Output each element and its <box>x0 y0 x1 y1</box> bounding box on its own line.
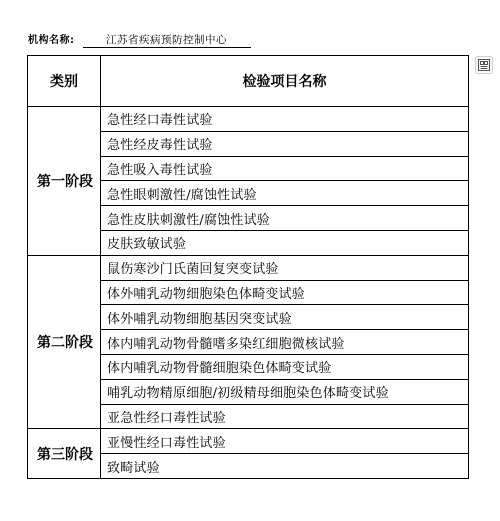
stage-cell: 第一阶段 <box>28 107 101 256</box>
table-row <box>28 107 469 132</box>
item-cell: 急性眼刺激性/腐蚀性试验 <box>101 181 469 206</box>
side-tool-button[interactable] <box>475 56 493 74</box>
qr-scan-icon <box>478 59 490 71</box>
item-cell: 急性经皮毒性试验 <box>101 131 469 156</box>
item-cell: 急性吸入毒性试验 <box>101 156 469 181</box>
table-row <box>28 429 469 454</box>
org-label: 机构名称: <box>28 35 75 46</box>
org-line <box>28 32 251 48</box>
item-cell: 体内哺乳动物骨髓嗜多染红细胞微核试验 <box>101 330 469 355</box>
item-cell: 急性经口毒性试验 <box>101 107 469 132</box>
item-cell: 哺乳动物精原细胞/初级精母细胞染色体畸变试验 <box>101 379 469 404</box>
table-header-row <box>28 56 469 107</box>
item-cell: 致畸试验 <box>101 454 469 479</box>
column-header-item-name: 检验项目名称 <box>101 56 469 107</box>
item-cell: 鼠伤寒沙门氏菌回复突变试验 <box>101 255 469 280</box>
item-cell: 体外哺乳动物细胞染色体畸变试验 <box>101 280 469 305</box>
org-name: 江苏省疾病预防控制中心 <box>83 33 251 48</box>
column-header-category: 类别 <box>28 56 101 107</box>
item-cell: 急性皮肤刺激性/腐蚀性试验 <box>101 206 469 231</box>
item-cell: 亚急性经口毒性试验 <box>101 404 469 429</box>
item-cell: 皮肤致敏试验 <box>101 230 469 255</box>
test-items-table <box>27 55 469 479</box>
stage-cell: 第二阶段 <box>28 255 101 429</box>
item-cell: 亚慢性经口毒性试验 <box>101 429 469 454</box>
item-cell: 体内哺乳动物骨髓细胞染色体畸变试验 <box>101 354 469 379</box>
table-row <box>28 255 469 280</box>
item-cell: 体外哺乳动物细胞基因突变试验 <box>101 305 469 330</box>
stage-cell: 第三阶段 <box>28 429 101 479</box>
